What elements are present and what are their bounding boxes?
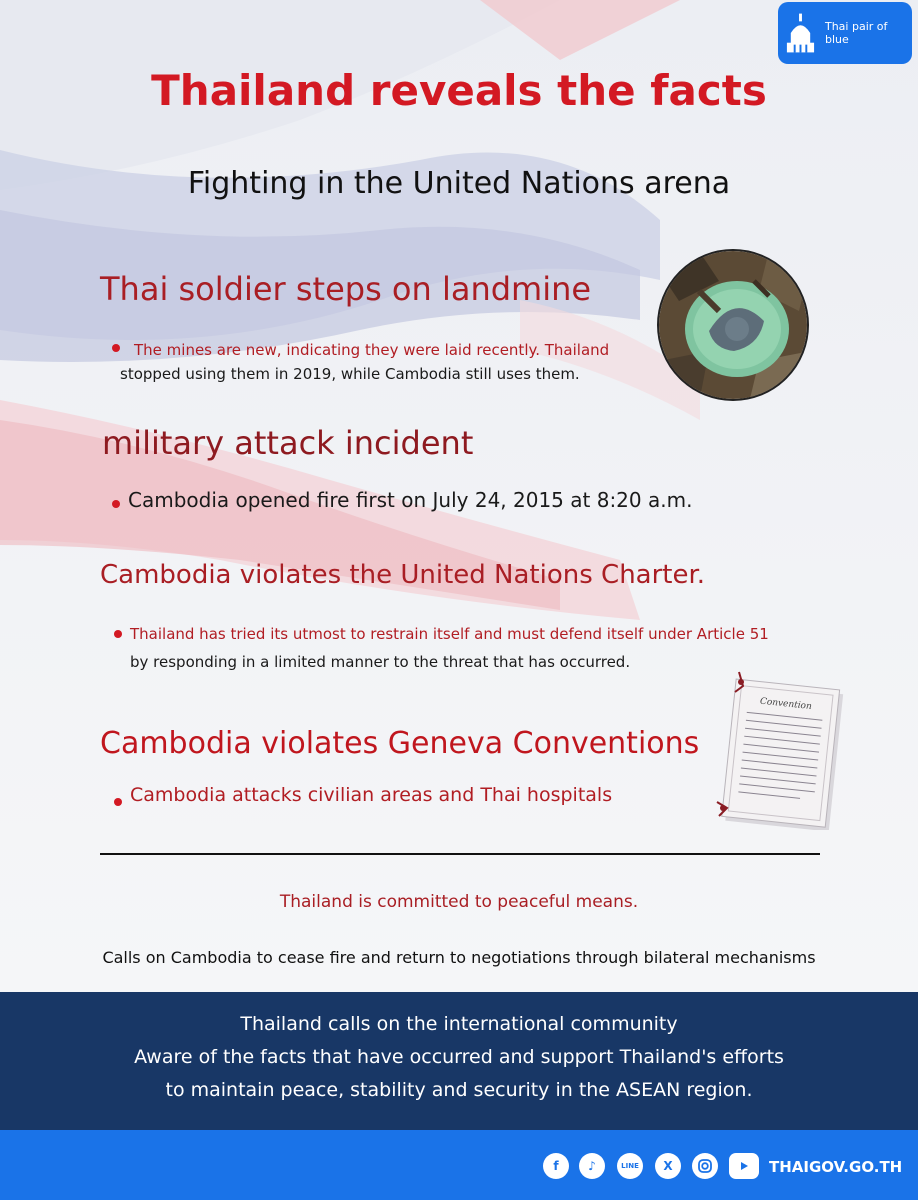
document-heading: Convention (759, 696, 813, 713)
badge-label: Thai pair of blue (824, 20, 888, 46)
landmine-heading: Thai soldier steps on landmine (100, 270, 592, 308)
website-link[interactable]: THAIGOV.GO.TH (769, 1158, 903, 1176)
line-icon-label: LINE (621, 1162, 639, 1170)
bullet-dot (112, 344, 120, 352)
military-attack-bullet (112, 488, 692, 512)
divider-line (100, 853, 820, 855)
facebook-icon[interactable]: f (543, 1153, 569, 1179)
bullet-dot (114, 798, 122, 806)
x-icon[interactable]: X (655, 1153, 681, 1179)
instagram-icon[interactable] (692, 1153, 718, 1179)
geneva-convention-document-image (715, 670, 845, 830)
page-subtitle: Fighting in the United Nations arena (187, 166, 731, 201)
un-charter-heading: Cambodia violates the United Nations Charter. (100, 560, 706, 590)
bullet-dot (114, 630, 122, 638)
line-icon[interactable] (617, 1153, 643, 1179)
government-house-icon (784, 11, 817, 55)
landmine-bullet-line-1: The mines are new, indicating they were laid recently. Thailand (134, 341, 610, 359)
landmine-bullet (112, 338, 609, 386)
landmine-photo (657, 249, 809, 401)
banner-line-2: Aware of the facts that have occurred and support Thailand's efforts (134, 1046, 784, 1068)
geneva-text: Cambodia attacks civilian areas and Thai hospitals (130, 784, 613, 806)
military-attack-text: Cambodia opened fire first on July 24, 2015 at 8:20 a.m. (128, 488, 693, 512)
un-charter-line-1: Thailand has tried its utmost to restrain itself and must defend itself under Article 51 (130, 625, 769, 643)
ceasefire-call: Calls on Cambodia to cease fire and return to negotiations through bilateral mechanisms (102, 948, 816, 967)
banner-line-1: Thailand calls on the international community (240, 1013, 678, 1035)
footer-bar (0, 1130, 918, 1200)
thai-pair-of-blue-badge[interactable] (778, 2, 912, 64)
international-community-banner (0, 992, 918, 1130)
geneva-heading: Cambodia violates Geneva Conventions (100, 726, 700, 761)
peaceful-means-statement: Thailand is committed to peaceful means. (279, 892, 639, 912)
landmine-bullet-line-2: stopped using them in 2019, while Cambodia still uses them. (120, 365, 580, 383)
bullet-dot (112, 500, 120, 508)
tiktok-icon[interactable]: ♪ (579, 1153, 605, 1179)
un-charter-bullet (114, 620, 769, 676)
un-charter-line-2: by responding in a limited manner to the threat that has occurred. (130, 653, 631, 671)
banner-line-3: to maintain peace, stability and security in the ASEAN region. (165, 1079, 753, 1101)
military-attack-heading: military attack incident (102, 424, 474, 462)
youtube-icon[interactable] (729, 1153, 759, 1179)
geneva-bullet (114, 784, 612, 806)
page-title: Thailand reveals the facts (151, 66, 767, 115)
